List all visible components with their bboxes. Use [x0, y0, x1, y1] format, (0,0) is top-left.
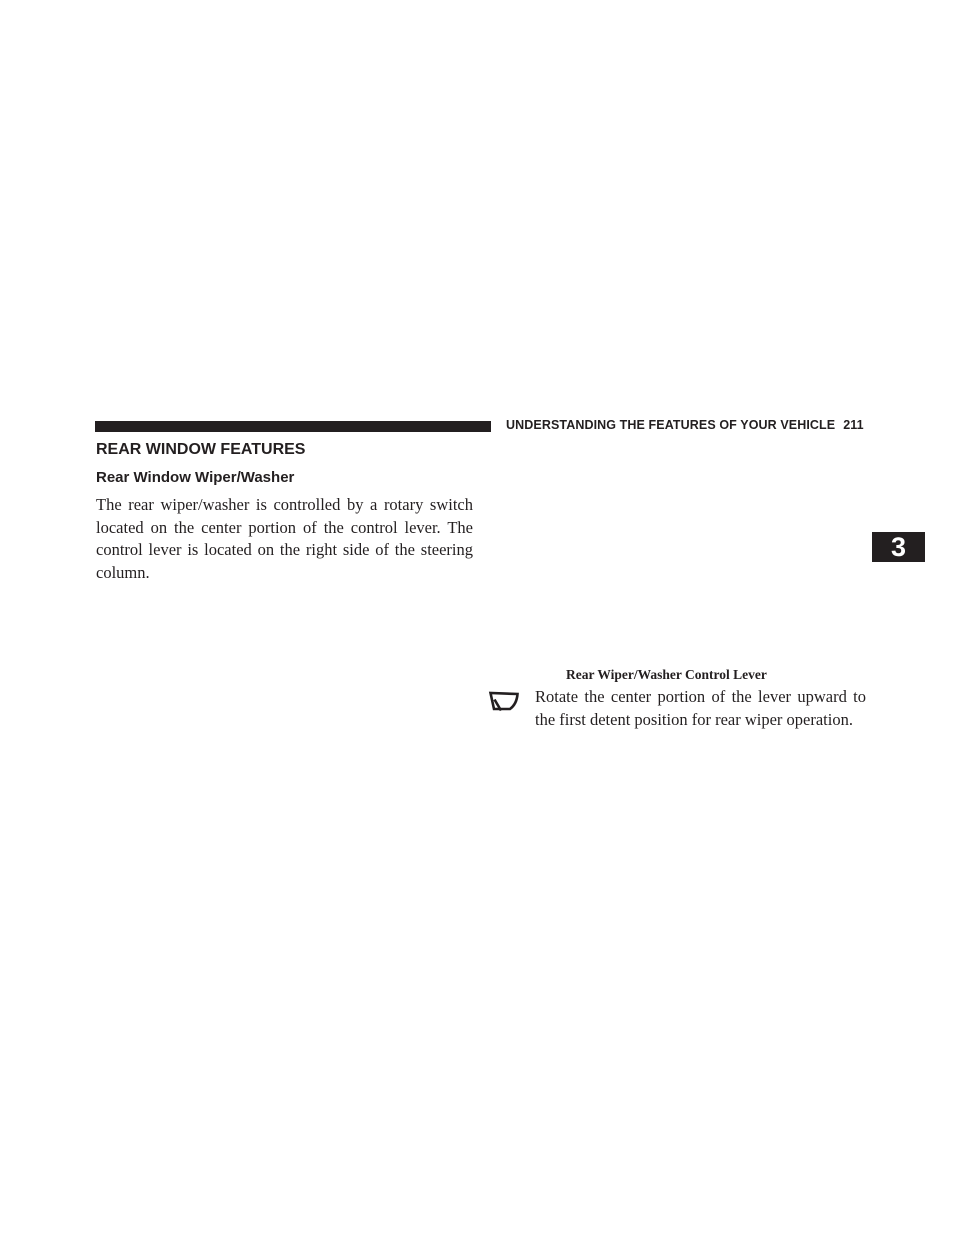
- header-rule-bar: [95, 421, 491, 432]
- page-number: 211: [843, 418, 864, 432]
- running-header-title: UNDERSTANDING THE FEATURES OF YOUR VEHICLE: [506, 418, 836, 432]
- subsection-title: Rear Window Wiper/Washer: [96, 469, 295, 486]
- rear-wiper-icon: [488, 690, 520, 714]
- chapter-tab: 3: [872, 532, 925, 562]
- instruction-paragraph: Rotate the center portion of the lever upward to the first detent position for rear wiper operation.: [535, 687, 866, 729]
- section-title: REAR WINDOW FEATURES: [96, 441, 306, 458]
- body-paragraph: The rear wiper/washer is controlled by a rotary switch located on the center portion of the control lever. The control lever is located on the right side of the steering column.: [96, 495, 473, 582]
- running-header: [506, 418, 864, 432]
- figure-caption: Rear Wiper/Washer Control Lever: [566, 667, 767, 682]
